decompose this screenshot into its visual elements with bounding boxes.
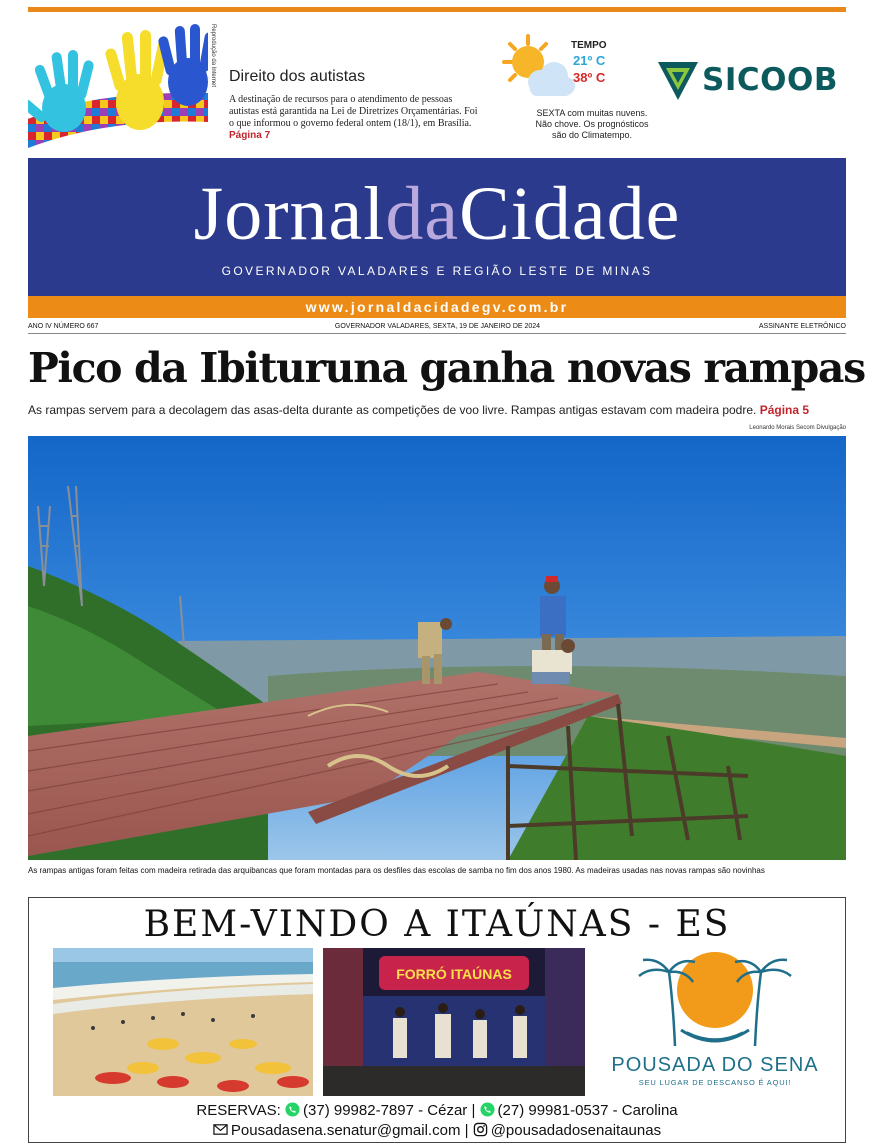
pousada-tagline: SEU LUGAR DE DESCANSO É AQUI! bbox=[638, 1078, 792, 1087]
subscriber-label: ASSINANTE ELETRÔNICO bbox=[758, 323, 846, 330]
sicoob-name: SICOOB bbox=[702, 62, 838, 98]
teaser-body-text: A destinação de recursos para o atendimento de pessoas autistas está garantida na Lei de Diretrizes Orçamentárias. Foi o que informou o governo federal ontem (18/1), em Brasília. bbox=[229, 94, 478, 129]
edition-divider bbox=[28, 333, 846, 334]
masthead-title-cidade: Cidade bbox=[459, 172, 681, 256]
lead-page-link[interactable]: Página 5 bbox=[759, 403, 810, 417]
lead-dek-text: As rampas servem para a decolagem das asas-delta durante as competições de voo livre. Rampas antigas estavam com madeira podre. bbox=[28, 403, 757, 417]
top-accent-rule bbox=[28, 7, 846, 12]
dateline: GOVERNADOR VALADARES, SEXTA, 19 DE JANEIRO DE 2024 bbox=[334, 323, 541, 330]
weather-min-temp: 21º C bbox=[573, 53, 606, 68]
weather-forecast: SEXTA com muitas nuvens. Não chove. Os prognósticos são do Climatempo. bbox=[535, 108, 649, 140]
beach-photo[interactable] bbox=[53, 948, 313, 1096]
lead-headline[interactable]: Pico da Ibituruna ganha novas rampas bbox=[28, 344, 865, 392]
email-address[interactable]: Pousadasena.senatur@gmail.com bbox=[230, 1122, 461, 1139]
pousada-logo[interactable] bbox=[595, 942, 835, 1100]
palm-hammock-icon bbox=[595, 942, 835, 1052]
masthead-title-jornal: Jornal bbox=[193, 172, 386, 256]
whatsapp-icon bbox=[480, 1102, 495, 1117]
lead-photo-credit: Leonardo Morais Secom Divulgação bbox=[749, 425, 846, 431]
lead-photo-caption: As rampas antigas foram feitas com madeira retirada das arquibancas que foram montadas para os desfiles das escolas de samba no fim dos anos 1980. As madeiras usadas nas novas rampas são novinhas bbox=[28, 866, 765, 875]
whatsapp-icon bbox=[285, 1102, 300, 1117]
instagram-handle[interactable]: @pousadadosenaitaunas bbox=[490, 1122, 662, 1139]
sun-cloud-icon bbox=[494, 34, 576, 102]
concert-banner-text: FORRÓ ITAÚNAS bbox=[396, 966, 512, 982]
lead-photo[interactable] bbox=[28, 436, 846, 860]
contact-separator: | bbox=[464, 1122, 469, 1139]
sicoob-logo[interactable] bbox=[656, 58, 846, 102]
teaser-body bbox=[229, 94, 481, 142]
masthead-subtitle: GOVERNADOR VALADARES E REGIÃO LESTE DE MINAS bbox=[221, 264, 653, 278]
reservas-label: RESERVAS: bbox=[196, 1102, 281, 1119]
pousada-name: POUSADA DO SENA bbox=[611, 1054, 819, 1076]
teaser-image-credit: Reprodução da Internet bbox=[210, 24, 216, 88]
pousada-advertisement[interactable] bbox=[28, 897, 846, 1143]
concert-photo[interactable] bbox=[323, 948, 585, 1096]
masthead-title bbox=[28, 174, 846, 254]
masthead[interactable] bbox=[28, 158, 846, 296]
teaser-title[interactable]: Direito dos autistas bbox=[229, 68, 366, 85]
phone-cezar[interactable]: (37) 99982-7897 - Cézar | bbox=[303, 1102, 476, 1119]
autism-hands-image[interactable] bbox=[28, 20, 208, 154]
sicoob-logo-icon bbox=[656, 58, 700, 102]
ad-title: BEM-VINDO A ITAÚNAS - ES bbox=[143, 904, 731, 945]
instagram-icon bbox=[473, 1122, 488, 1137]
email-icon bbox=[213, 1122, 228, 1137]
contact-line bbox=[29, 1122, 845, 1139]
website-link[interactable]: www.jornaldacidadegv.com.br bbox=[28, 296, 846, 318]
weather-max-temp: 38º C bbox=[573, 70, 606, 85]
lead-dek bbox=[28, 403, 846, 417]
masthead-title-da: da bbox=[385, 172, 460, 256]
phone-carolina[interactable]: (27) 99981-0537 - Carolina bbox=[497, 1102, 678, 1119]
reservations-line bbox=[29, 1102, 845, 1119]
teaser-page-link[interactable]: Página 7 bbox=[229, 130, 271, 141]
weather-label: TEMPO bbox=[571, 40, 607, 51]
edition-number: ANO IV NÚMERO 667 bbox=[28, 323, 99, 330]
